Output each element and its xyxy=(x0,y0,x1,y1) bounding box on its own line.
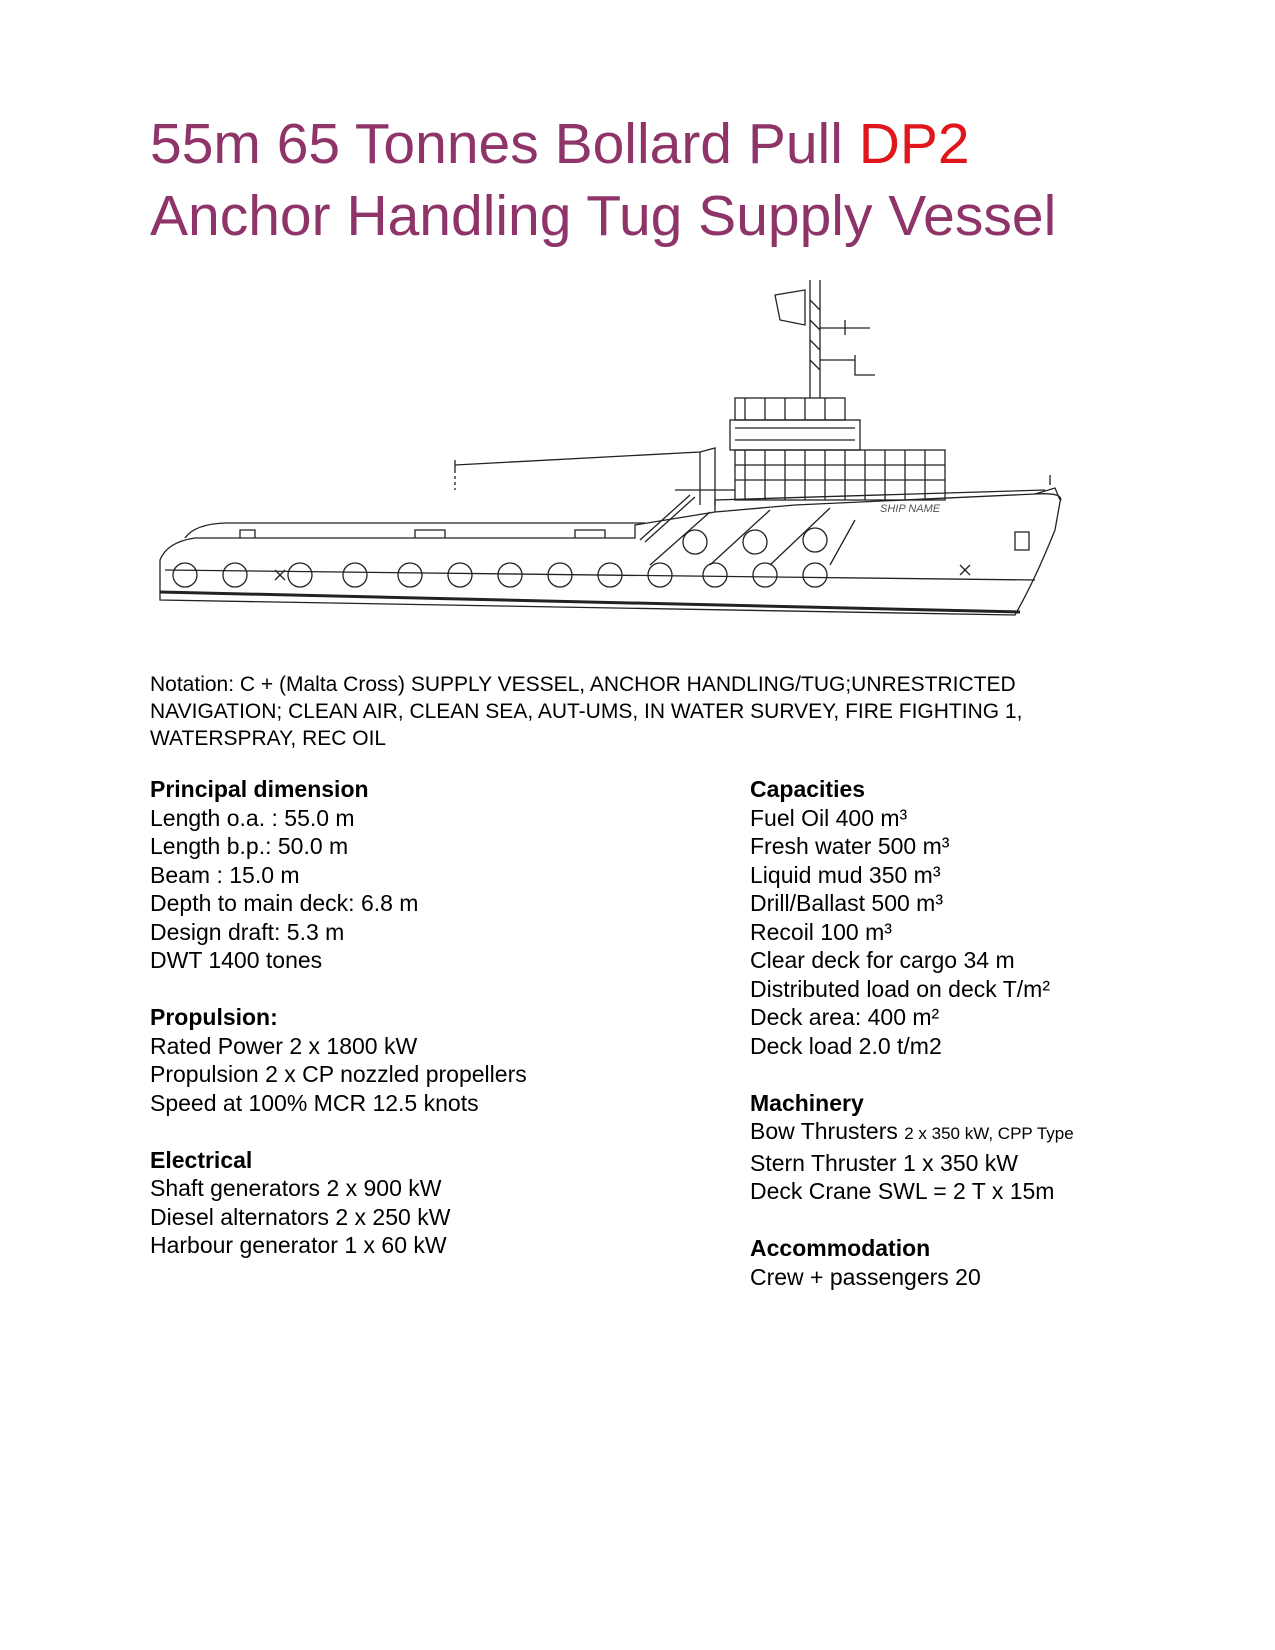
spec-line: Deck area: 400 m² xyxy=(750,1004,940,1030)
machinery-section xyxy=(750,1089,1230,1206)
spec-line: Deck Crane SWL = 2 T x 15m xyxy=(750,1178,1055,1204)
title-line1: 55m 65 Tonnes Bollard Pull xyxy=(150,112,859,176)
capacities-heading: Capacities xyxy=(750,776,866,802)
spec-line: Design draft: 5.3 m xyxy=(150,918,345,945)
capacities-section xyxy=(750,775,1230,1060)
principal-dimension-section xyxy=(150,775,710,975)
spec-line: Beam : 15.0 m xyxy=(150,861,300,888)
bow-thrusters-detail: 2 x 350 kW, CPP Type xyxy=(904,1124,1074,1143)
electrical-heading: Electrical xyxy=(150,1146,253,1173)
propulsion-heading: Propulsion: xyxy=(150,1004,278,1030)
spec-line: Recoil 100 m³ xyxy=(750,918,892,945)
spec-line: Clear deck for cargo 34 m xyxy=(750,947,1015,973)
spec-line: Propulsion 2 x CP nozzled propellers xyxy=(150,1061,527,1087)
spec-line: Diesel alternators 2 x 250 kW xyxy=(150,1203,451,1230)
document-title xyxy=(150,108,1150,252)
machinery-heading: Machinery xyxy=(750,1089,864,1116)
spec-line: Liquid mud 350 m³ xyxy=(750,861,941,888)
spec-line: Deck load 2.0 t/m2 xyxy=(750,1032,942,1059)
spec-line: Harbour generator 1 x 60 kW xyxy=(150,1232,447,1258)
electrical-section xyxy=(150,1146,710,1260)
principal-dimension-heading: Principal dimension xyxy=(150,776,369,802)
spec-line: Stern Thruster 1 x 350 kW xyxy=(750,1149,1019,1176)
spec-line: Crew + passengers 20 xyxy=(750,1263,981,1290)
propulsion-section xyxy=(150,1003,710,1117)
spec-line: Rated Power 2 x 1800 kW xyxy=(150,1032,418,1059)
vessel-profile-drawing xyxy=(155,280,1130,640)
hull-name-label: SHIP NAME xyxy=(880,503,941,515)
title-line2: Anchor Handling Tug Supply Vessel xyxy=(150,184,1057,248)
spec-line: Depth to main deck: 6.8 m xyxy=(150,890,419,916)
spec-line: Speed at 100% MCR 12.5 knots xyxy=(150,1089,479,1116)
right-spec-column xyxy=(750,775,1230,1320)
spec-line: DWT 1400 tones xyxy=(150,947,323,973)
bow-thrusters-line xyxy=(750,1117,1230,1149)
class-notation: Notation: C + (Malta Cross) SUPPLY VESSEL, ANCHOR HANDLING/TUG;UNRESTRICTED NAVIGATION; CLEAN AIR, CLEAN SEA, AUT-UMS, IN WATER SURVEY, FIRE FIGHTING 1, WATERSPRAY, REC OIL xyxy=(150,673,1023,750)
title-dp2-accent: DP2 xyxy=(858,112,970,176)
spec-line: Fresh water 500 m³ xyxy=(750,833,950,859)
accommodation-heading: Accommodation xyxy=(750,1235,931,1261)
accommodation-section xyxy=(750,1234,1230,1291)
spec-line: Length o.a. : 55.0 m xyxy=(150,804,355,831)
spec-line: Fuel Oil 400 m³ xyxy=(750,804,908,831)
spec-line: Shaft generators 2 x 900 kW xyxy=(150,1175,442,1201)
left-spec-column xyxy=(150,775,710,1288)
bow-thrusters-label: Bow Thrusters xyxy=(750,1118,905,1144)
spec-line: Drill/Ballast 500 m³ xyxy=(750,890,943,916)
spec-line: Length b.p.: 50.0 m xyxy=(150,833,349,859)
spec-line: Distributed load on deck T/m² xyxy=(750,975,1050,1002)
